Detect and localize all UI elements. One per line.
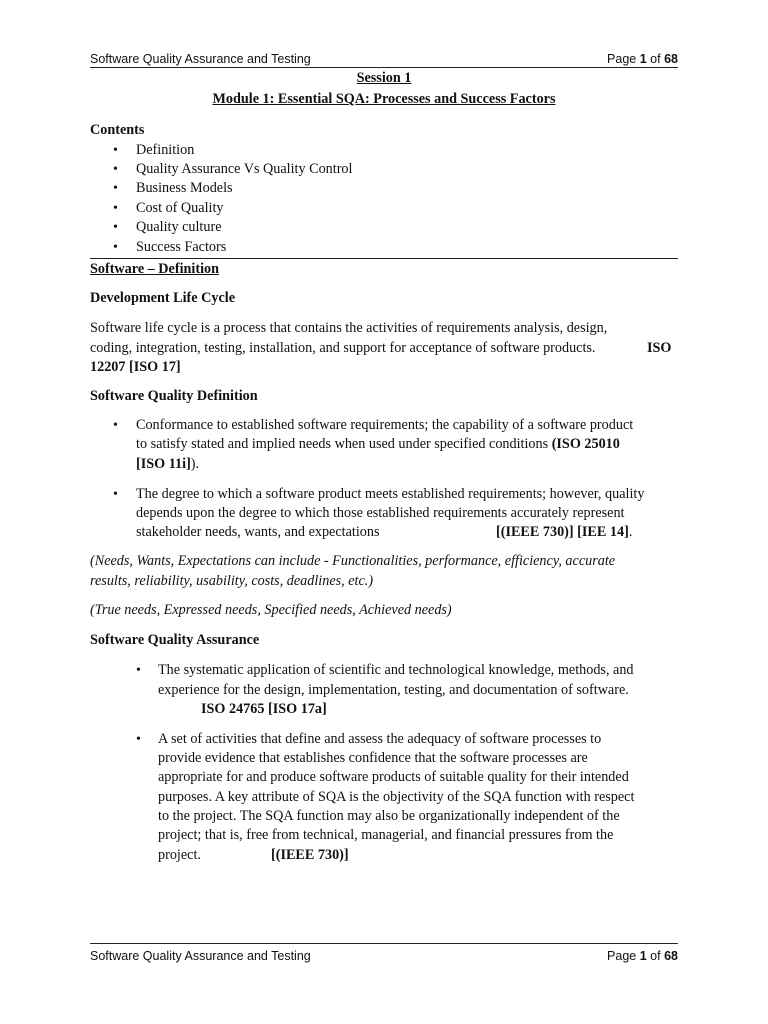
bullet-icon: • (113, 220, 118, 235)
sq-note: results, reliability, usability, costs, deadlines, etc.) (90, 573, 374, 589)
bullet-icon: • (113, 487, 118, 502)
bullet-icon: • (113, 181, 118, 196)
sq-bullet-ref: [(IEEE 730)] [IEE 14]. (496, 524, 633, 540)
contents-item: Success Factors (136, 239, 227, 255)
sqa-bullet-line: purposes. A key attribute of SQA is the objectivity of the SQA function with respect (158, 789, 635, 805)
sq-bullet-line: [ISO 11i]). (136, 456, 200, 472)
dev-life-cycle-ref: 12207 [ISO 17] (90, 359, 181, 375)
contents-item: Quality Assurance Vs Quality Control (136, 161, 353, 177)
contents-heading: Contents (90, 122, 145, 138)
sqa-bullet-line: to the project. The SQA function may also be organizationally independent of the (158, 808, 620, 824)
sq-bullet-line: The degree to which a software product meets established requirements; however, quality (136, 486, 645, 502)
sq-definition-heading: Software Quality Definition (90, 388, 258, 404)
dev-life-cycle-line: Software life cycle is a process that contains the activities of requirements analysis, design, (90, 320, 608, 336)
contents-item: Definition (136, 142, 195, 158)
sqa-bullet-ref: [(IEEE 730)] (271, 847, 349, 863)
dev-life-cycle-ref: ISO (647, 340, 672, 356)
page-header (90, 47, 678, 68)
module-title: Module 1: Essential SQA: Processes and Success Factors (212, 91, 556, 107)
sq-bullet-line: depends upon the degree to which those established requirements accurately represent (136, 505, 625, 521)
footer-title: Software Quality Assurance and Testing (90, 949, 311, 963)
software-definition-heading: Software – Definition (90, 261, 219, 277)
footer-page-number: Page 1 of 68 (607, 949, 678, 963)
contents-item: Business Models (136, 180, 233, 196)
divider (90, 258, 678, 259)
contents-item: Quality culture (136, 219, 222, 235)
sq-note: (True needs, Expressed needs, Specified needs, Achieved needs) (90, 602, 452, 618)
session-title: Session 1 (356, 70, 412, 86)
sqa-bullet-line: A set of activities that define and assess the adequacy of software processes to (158, 731, 602, 747)
sqa-bullet-line: provide evidence that establishes confidence that the software processes are (158, 750, 588, 766)
bullet-icon: • (136, 663, 141, 678)
sqa-bullet-line: experience for the design, implementation, testing, and documentation of software. (158, 682, 629, 698)
sq-bullet-line: Conformance to established software requirements; the capability of a software product (136, 417, 634, 433)
bullet-icon: • (136, 732, 141, 747)
sqa-bullet-line: project; that is, free from technical, managerial, and financial pressures from the (158, 827, 614, 843)
sq-note: (Needs, Wants, Expectations can include - Functionalities, performance, efficiency, accurate (90, 553, 616, 569)
bullet-icon: • (113, 162, 118, 177)
sq-bullet-line: to satisfy stated and implied needs when used under specified conditions (ISO 25010 (136, 436, 620, 452)
sq-bullet-line: stakeholder needs, wants, and expectations (136, 524, 380, 540)
bullet-icon: • (113, 418, 118, 433)
header-title: Software Quality Assurance and Testing (90, 52, 311, 66)
dev-life-cycle-heading: Development Life Cycle (90, 290, 235, 306)
sqa-bullet-line: appropriate for and produce software products of suitable quality for their intended (158, 769, 629, 785)
header-page-number: Page 1 of 68 (607, 52, 678, 66)
contents-item: Cost of Quality (136, 200, 224, 216)
dev-life-cycle-line: coding, integration, testing, installation, and support for acceptance of software products. (90, 340, 596, 356)
sqa-bullet-line: The systematic application of scientific and technological knowledge, methods, and (158, 662, 634, 678)
sqa-bullet-line: project. (158, 847, 201, 863)
sqa-bullet-ref: ISO 24765 [ISO 17a] (201, 701, 327, 717)
page-footer (90, 943, 678, 963)
bullet-icon: • (113, 240, 118, 255)
bullet-icon: • (113, 143, 118, 158)
bullet-icon: • (113, 201, 118, 216)
sqa-heading: Software Quality Assurance (90, 632, 260, 648)
